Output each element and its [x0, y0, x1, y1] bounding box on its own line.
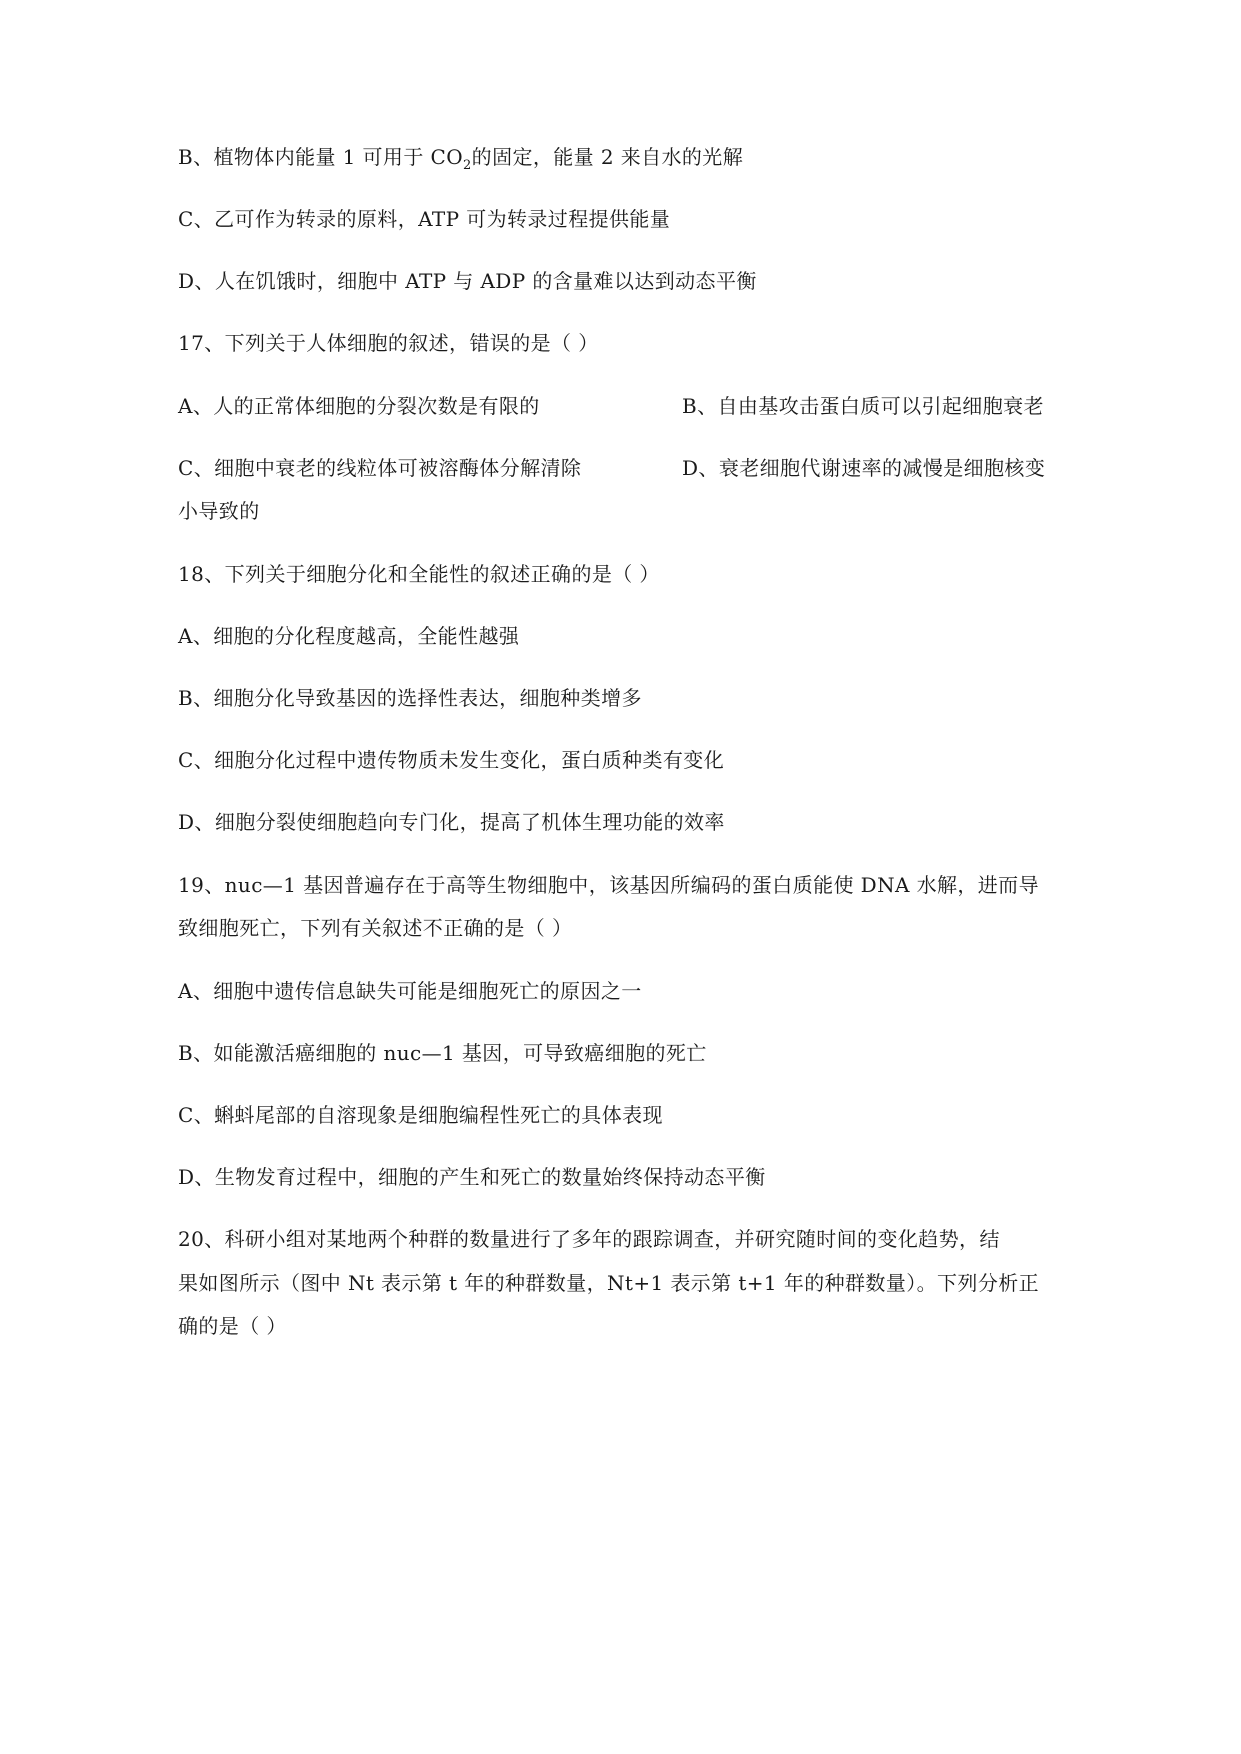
q17-option-d-line2: 小导致的 — [178, 499, 260, 523]
q18-option-c: C、细胞分化过程中遗传物质未发生变化，蛋白质种类有变化 — [178, 748, 725, 772]
q16-option-b — [178, 144, 744, 173]
q20-stem-line2: 果如图所示（图中 Nt 表示第 t 年的种群数量，Nt+1 表示第 t+1 年的种群数量）。下列分析正 — [178, 1271, 1040, 1295]
q19-option-b: B、如能激活癌细胞的 nuc—1 基因，可导致癌细胞的死亡 — [178, 1041, 707, 1065]
q19-option-c: C、蝌蚪尾部的自溶现象是细胞编程性死亡的具体表现 — [178, 1103, 663, 1127]
q16-option-b-text-pre: B、植物体内能量 1 可用于 CO — [178, 145, 463, 169]
q18-stem: 18、下列关于细胞分化和全能性的叙述正确的是（ ） — [178, 562, 660, 586]
q16-option-b-subscript: 2 — [463, 158, 472, 173]
q19-option-a: A、细胞中遗传信息缺失可能是细胞死亡的原因之一 — [178, 979, 642, 1003]
q18-option-a: A、细胞的分化程度越高，全能性越强 — [178, 624, 520, 648]
q17-option-d-line1: D、衰老细胞代谢速率的减慢是细胞核变 — [682, 456, 1046, 480]
q20-stem-line1: 20、科研小组对某地两个种群的数量进行了多年的跟踪调查，并研究随时间的变化趋势，结 — [178, 1227, 1000, 1251]
q19-option-d: D、生物发育过程中，细胞的产生和死亡的数量始终保持动态平衡 — [178, 1165, 766, 1189]
q19-stem-line2: 致细胞死亡，下列有关叙述不正确的是（ ） — [178, 916, 573, 940]
q17-stem: 17、下列关于人体细胞的叙述，错误的是（ ） — [178, 331, 599, 355]
q19-stem-line1: 19、nuc—1 基因普遍存在于高等生物细胞中，该基因所编码的蛋白质能使 DNA 水解，进而导 — [178, 873, 1039, 897]
q16-option-b-text-post: 的固定，能量 2 来自水的光解 — [471, 145, 744, 169]
q17-option-a: A、人的正常体细胞的分裂次数是有限的 — [178, 394, 540, 418]
q16-option-d: D、人在饥饿时，细胞中 ATP 与 ADP 的含量难以达到动态平衡 — [178, 269, 757, 293]
q16-option-c: C、乙可作为转录的原料，ATP 可为转录过程提供能量 — [178, 207, 671, 231]
q18-option-b: B、细胞分化导致基因的选择性表达，细胞种类增多 — [178, 686, 642, 710]
q17-option-c: C、细胞中衰老的线粒体可被溶酶体分解清除 — [178, 456, 582, 480]
q18-option-d: D、细胞分裂使细胞趋向专门化，提高了机体生理功能的效率 — [178, 810, 725, 834]
q17-option-b: B、自由基攻击蛋白质可以引起细胞衰老 — [682, 394, 1044, 418]
q20-stem-line3: 确的是（ ） — [178, 1314, 287, 1338]
